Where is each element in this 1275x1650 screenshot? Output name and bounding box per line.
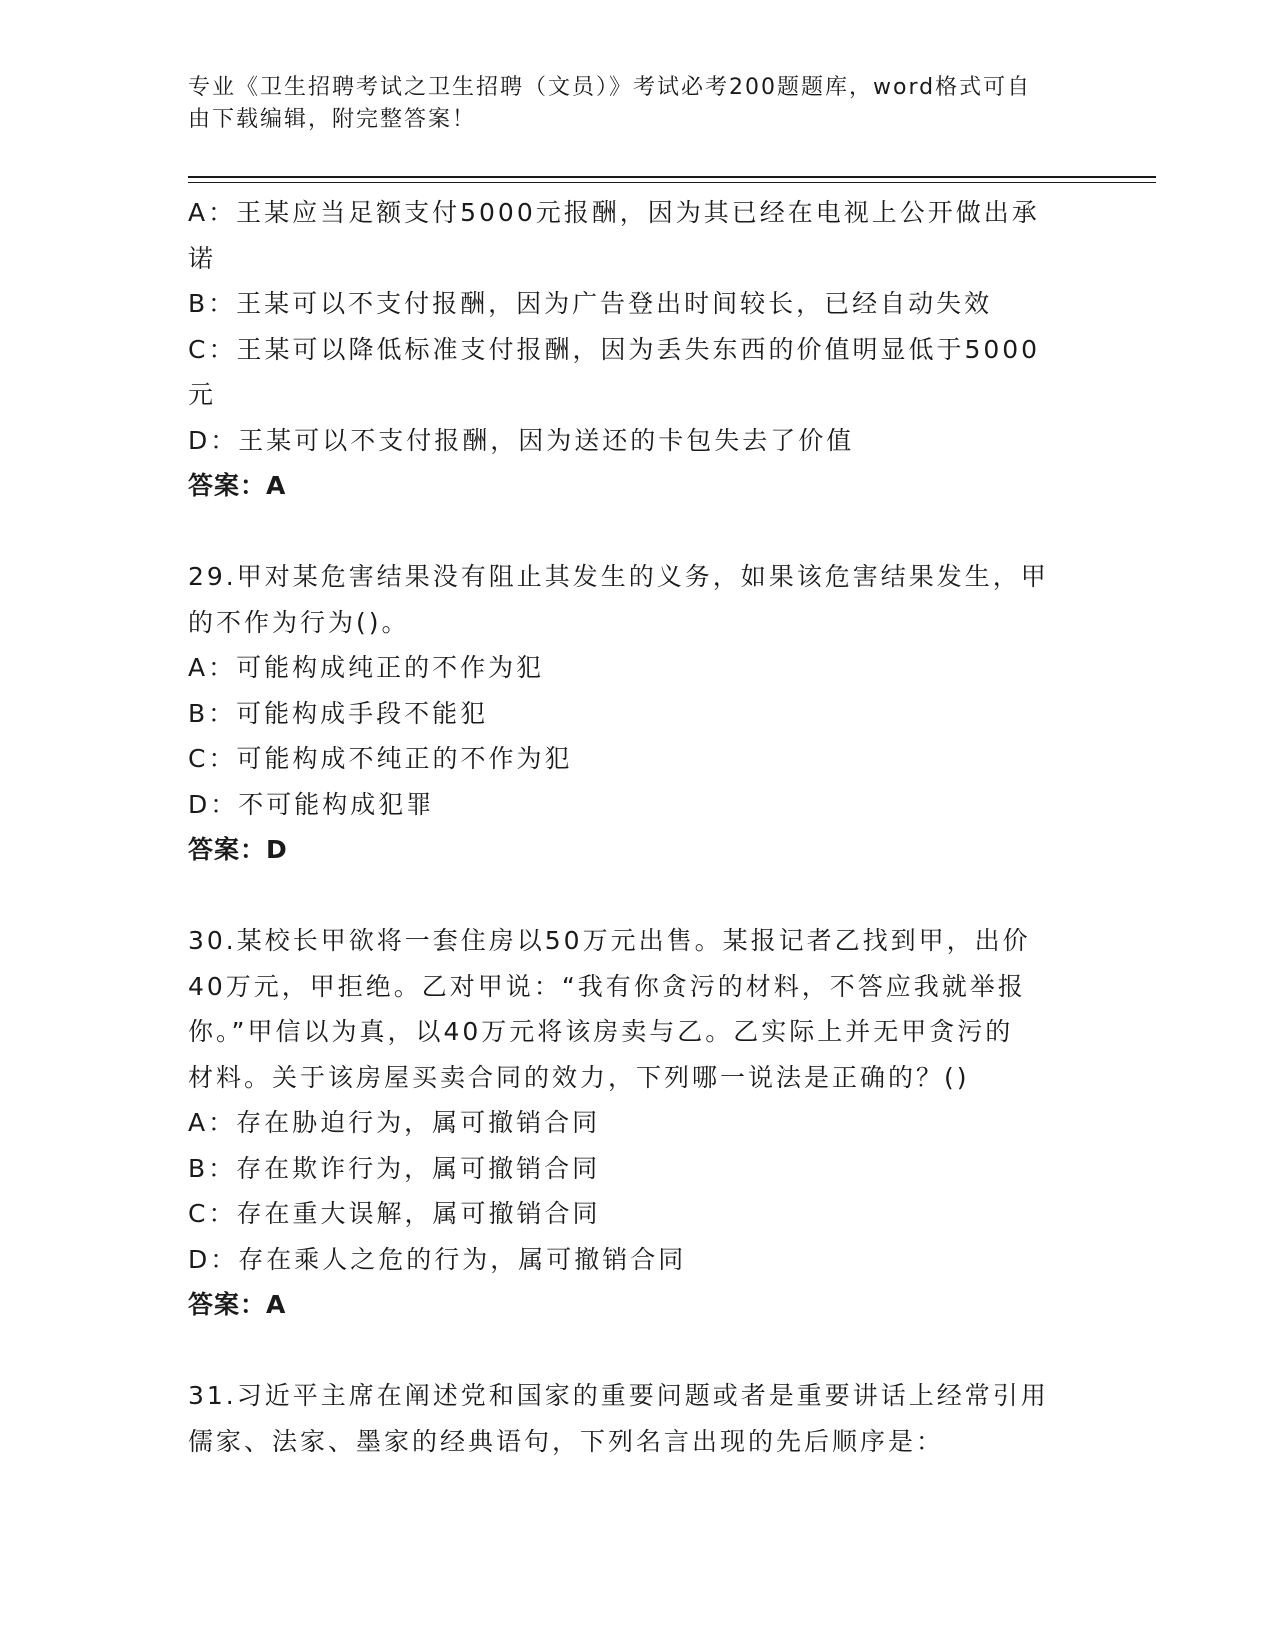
spacer (188, 873, 1078, 919)
question-29 (188, 554, 1078, 873)
header-line-1: 专业《卫生招聘考试之卫生招聘（文员）》考试必考200题题库，word格式可自 (188, 75, 1032, 100)
question-stem: 31.习近平主席在阐述党和国家的重要问题或者是重要讲话上经常引用 (188, 1381, 1049, 1410)
document-header (188, 72, 1068, 136)
option-d: D：不可能构成犯罪 (188, 789, 435, 819)
option-b: B：王某可以不支付报酬，因为广告登出时间较长，已经自动失效 (188, 289, 993, 318)
option-a-continued: 诺 (188, 243, 217, 273)
question-30 (188, 918, 1078, 1328)
answer-label: 答案：A (188, 471, 287, 500)
option-c: C：可能构成不纯正的不作为犯 (188, 744, 573, 773)
header-line-2: 由下载编辑，附完整答案！ (188, 107, 477, 132)
option-c-continued: 元 (188, 380, 217, 409)
question-stem: 30.某校长甲欲将一套住房以50万元出售。某报记者乙找到甲，出价 (188, 926, 1031, 955)
answer-label: 答案：A (188, 1290, 287, 1319)
header-divider-thick (188, 176, 1156, 178)
option-b: B：可能构成手段不能犯 (188, 698, 489, 728)
question-stem-continued: 儒家、法家、墨家的经典语句，下列名言出现的先后顺序是： (188, 1426, 945, 1456)
option-d: D：存在乘人之危的行为，属可撤销合同 (188, 1244, 687, 1274)
option-a: A：存在胁迫行为，属可撤销合同 (188, 1108, 601, 1137)
question-stem-continued: 的不作为行为()。 (188, 607, 410, 637)
header-divider-thin (188, 182, 1156, 183)
spacer (188, 509, 1078, 555)
question-31 (188, 1373, 1078, 1464)
question-stem: 29.甲对某危害结果没有阻止其发生的义务，如果该危害结果发生，甲 (188, 562, 1049, 591)
answer-label: 答案：D (188, 835, 288, 864)
question-stem-continued: 你。”甲信以为真，以40万元将该房卖与乙。乙实际上并无甲贪污的 (188, 1017, 1014, 1046)
question-list (188, 190, 1078, 1464)
option-c: C：存在重大误解，属可撤销合同 (188, 1199, 601, 1228)
option-c: C：王某可以降低标准支付报酬，因为丢失东西的价值明显低于5000 (188, 334, 1041, 364)
spacer (188, 1328, 1078, 1374)
option-a: A：可能构成纯正的不作为犯 (188, 653, 545, 682)
question-stem-continued: 40万元，甲拒绝。乙对甲说：“我有你贪污的材料，不答应我就举报 (188, 971, 1026, 1001)
question-stem-continued: 材料。关于该房屋买卖合同的效力，下列哪一说法是正确的？() (188, 1062, 970, 1092)
question-28-continued (188, 190, 1078, 509)
option-b: B：存在欺诈行为，属可撤销合同 (188, 1153, 601, 1183)
option-d: D：王某可以不支付报酬，因为送还的卡包失去了价值 (188, 425, 855, 455)
option-a: A：王某应当足额支付5000元报酬，因为其已经在电视上公开做出承 (188, 198, 1040, 227)
